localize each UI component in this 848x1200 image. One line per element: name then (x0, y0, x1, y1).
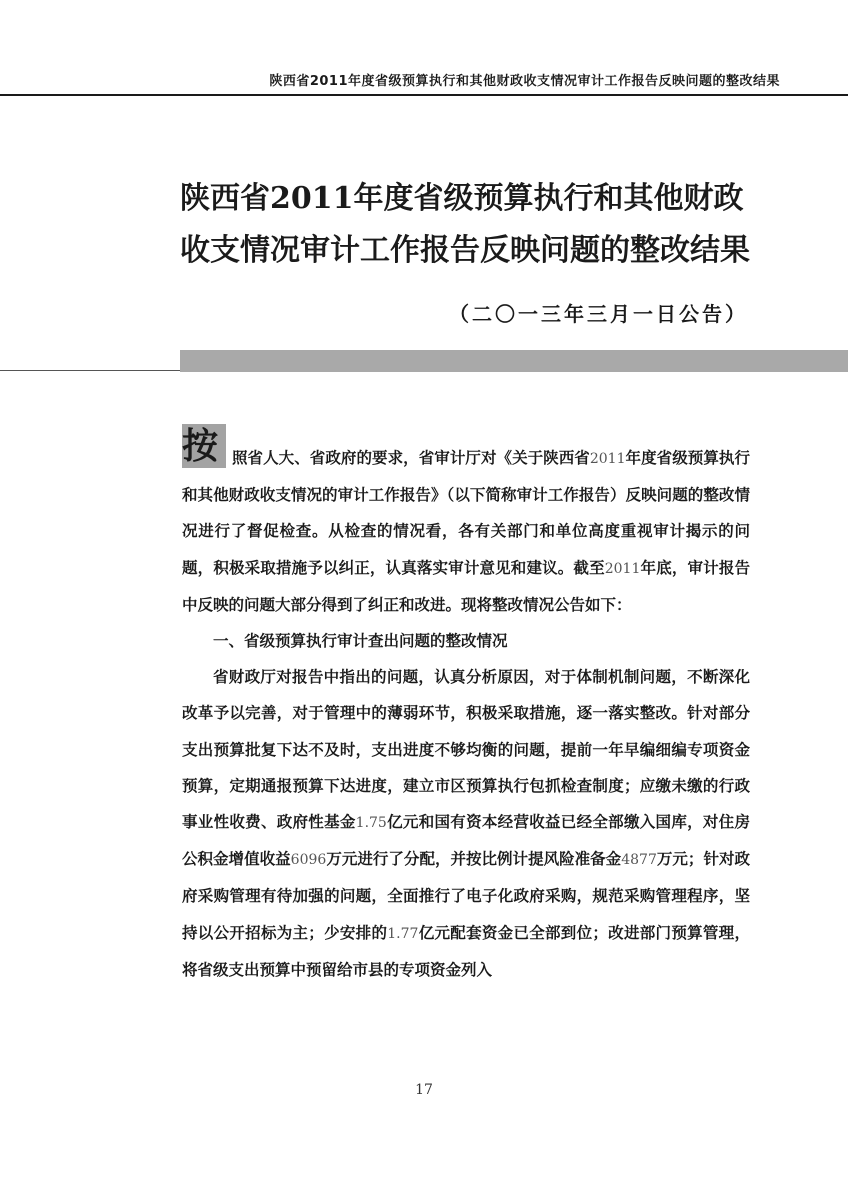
title-line-2: 收支情况审计工作报告反映问题的整改结果 (180, 233, 750, 268)
drop-cap: 按 (182, 424, 226, 468)
intro-year-1: 2011 (589, 451, 626, 467)
section-amount-1: 1.75 (355, 815, 387, 832)
body-text (182, 425, 750, 988)
decorative-rule (0, 370, 180, 371)
section-text-1: 省财政厅对报告中指出的问题，认真分析原因，对于体制机制问题，不断深化改革予以完善，对于管理中的薄弱环节，积极采取措施，逐一落实整改。针对部分支出预算批复下达不及时，支出进度不够均衡的问题，提前一年早编细编专项资金预算，定期通报预算下达进度，建立市区预算执行包抓检查制度；应缴未缴的行政事业性收费、政府性基金 (182, 668, 750, 832)
section-amount-2: 6096 (290, 852, 327, 869)
section-text-3: 万元进行了分配，并按比例计提风险准备金 (326, 850, 622, 869)
section-paragraph (182, 659, 750, 988)
intro-year-2: 2011 (604, 560, 641, 577)
section-heading: 一、省级预算执行审计查出问题的整改情况 (213, 632, 508, 651)
running-header: 陕西省2011年度省级预算执行和其他财政收支情况审计工作报告反映问题的整改结果 (269, 74, 780, 89)
publication-date: （二〇一三年三月一日公告） (449, 302, 748, 326)
page-number: 17 (415, 1082, 433, 1098)
section-text-4: 万元；针对政府采购管理有待加强的问题，全面推行了电子化政府采购，规范采购管理程序，坚持以公开招标为主；少安排的 (182, 850, 750, 942)
section-amount-4: 1.77 (387, 925, 419, 942)
section-text-5: 亿元配套资金已全部到位；改进部门预算管理，将省级支出预算中预留给市县的专项资金列入 (182, 923, 750, 979)
section-amount-3: 4877 (621, 852, 657, 869)
intro-text-2: 年度省级预算执行和其他财政收支情况的审计工作报告》（以下简称审计工作报告）反映问题的整改情况进行了督促检查。从检查的情况看，各有关部门和单位高度重视审计揭示的问题，积极采取措施予以纠正，认真落实审计意见和建议。截至 (182, 449, 750, 577)
intro-text-1: 照省人大、省政府的要求，省审计厅对《关于陕西省 (232, 449, 590, 467)
intro-paragraph (182, 425, 750, 623)
document-title (180, 173, 800, 277)
decorative-band (180, 350, 848, 372)
intro-text-3: 年底，审计报告中反映的问题大部分得到了纠正和改进。现将整改情况公告如下： (182, 558, 750, 614)
header-rule (0, 94, 848, 96)
section-text-2: 亿元和国有资本经营收益已经全部缴入国库，对住房公积金增值收益 (182, 813, 750, 869)
title-line-1: 陕西省2011年度省级预算执行和其他财政 (180, 181, 744, 216)
